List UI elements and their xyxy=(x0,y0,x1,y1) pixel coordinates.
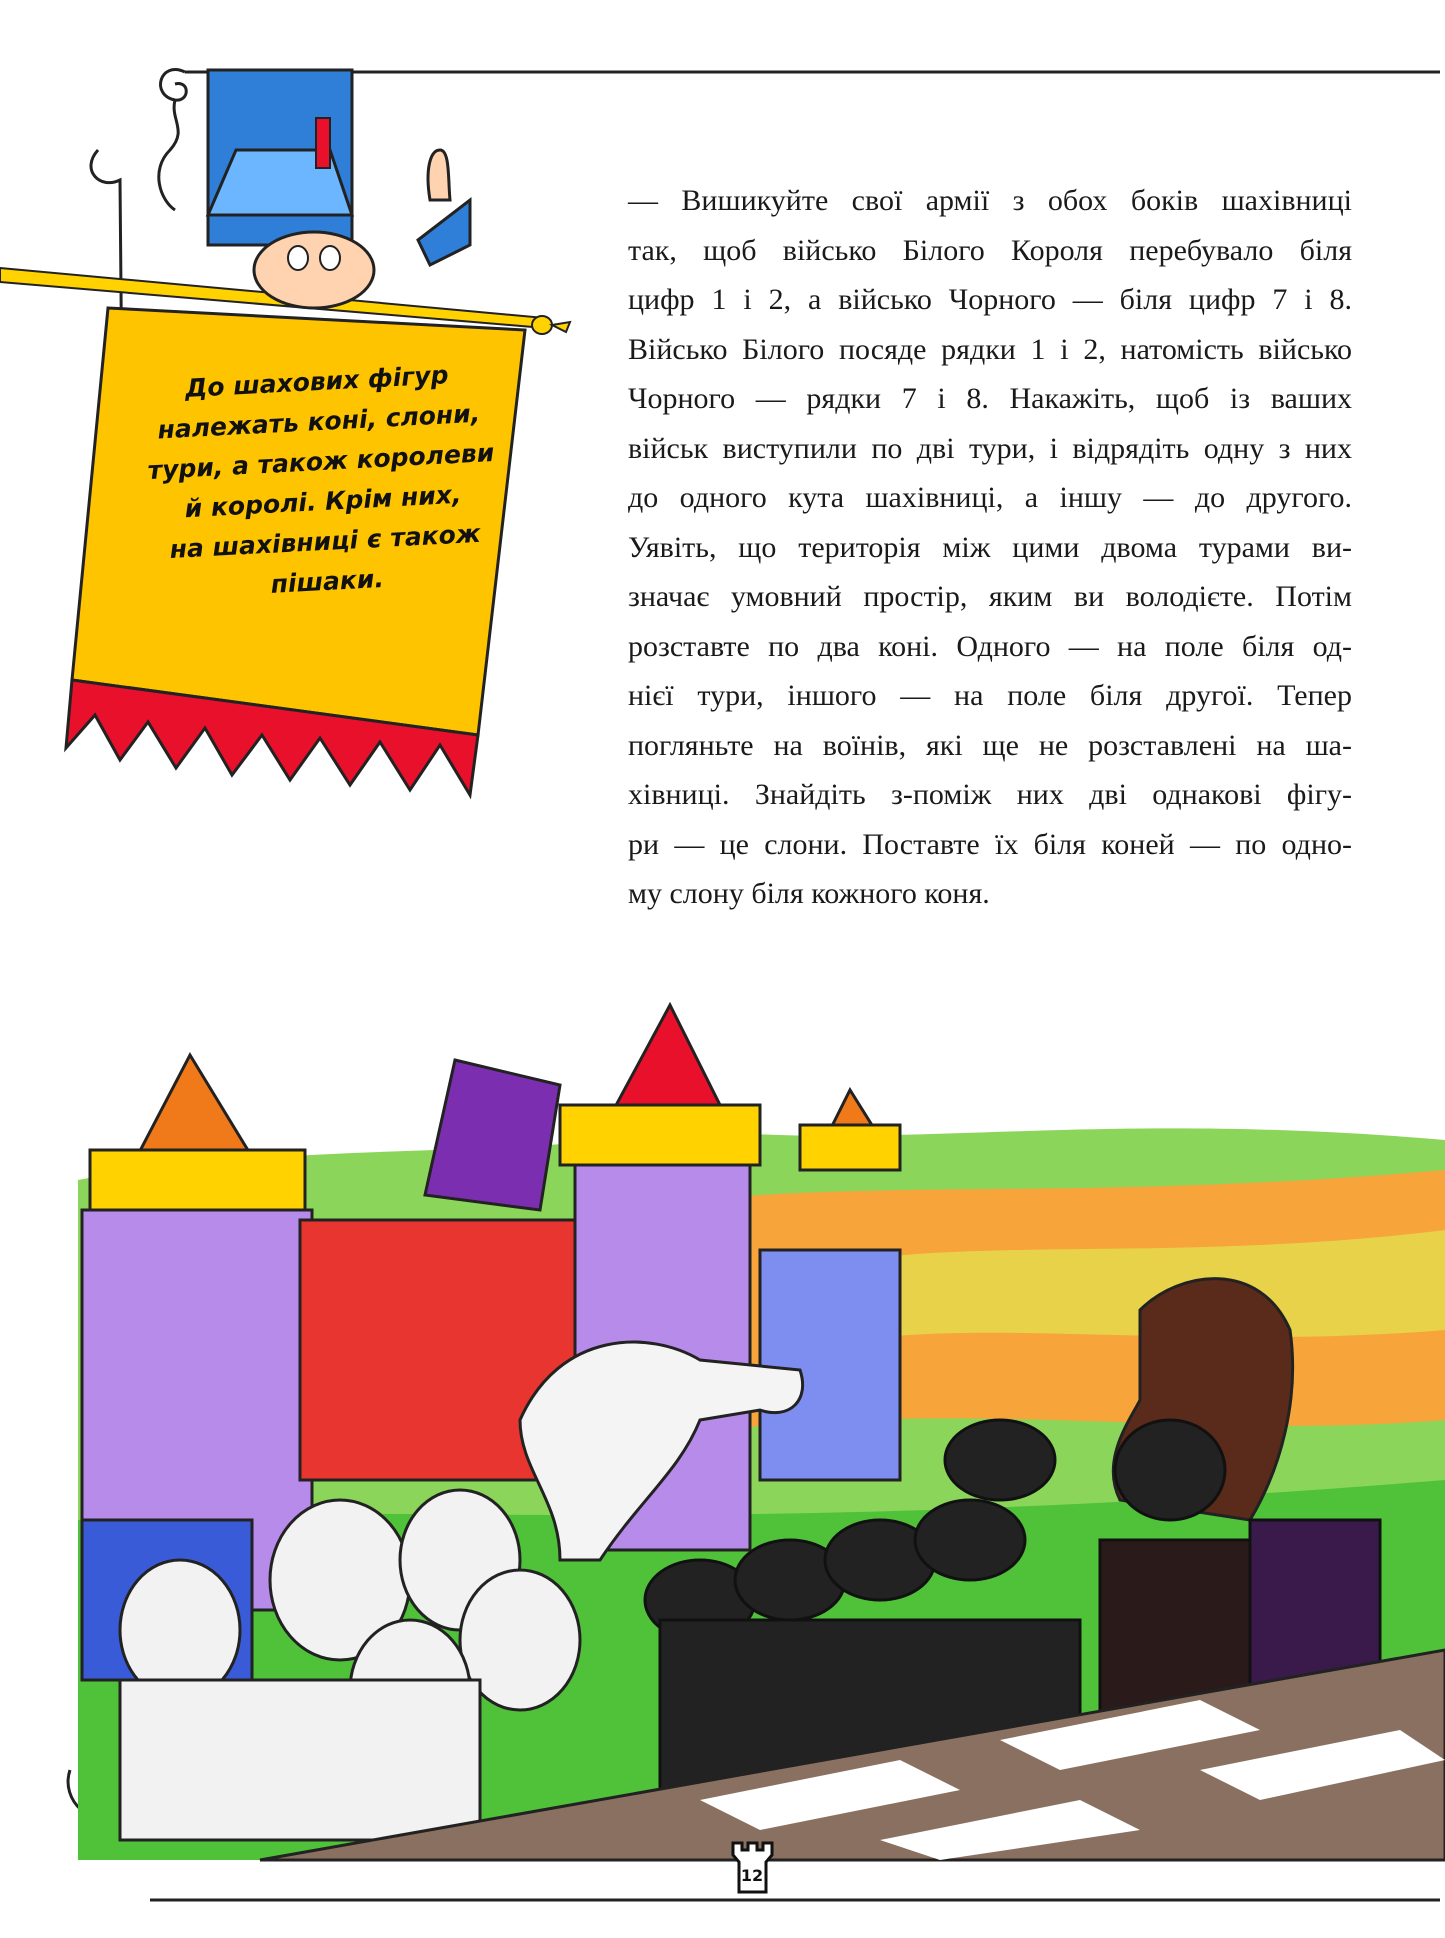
banner-text-line: пішаки. xyxy=(269,563,385,599)
banner-text-line: До шахових фігур xyxy=(184,360,450,404)
main-text-line: — Вишикуйте свої армії з обох боків шахівниці xyxy=(628,184,1352,217)
castle-illustration xyxy=(78,1005,1445,1860)
herald-character xyxy=(208,70,470,308)
main-text-line: військ виступили по дві тури, і відрядіть одну з них xyxy=(628,431,1352,465)
main-text-line: му слону біля кожного коня. xyxy=(628,877,990,910)
main-text-line: значає умовний простір, яким ви володієте. Потім xyxy=(628,580,1352,613)
main-text-line: Військо Білого посяде рядки 1 і 2, натомість військо xyxy=(628,332,1352,366)
main-text-line: так, щоб військо Білого Короля перебувало біля xyxy=(628,233,1352,267)
main-text xyxy=(628,176,1352,919)
main-text-line: погляньте на воїнів, які ще не розставлені на ша- xyxy=(628,728,1352,762)
banner-text-line: й королі. Крім них, xyxy=(183,479,463,524)
banner-text-line: тури, а також королеви xyxy=(146,437,495,486)
main-text-line: цифр 1 і 2, а військо Чорного — біля цифр 7 і 8. xyxy=(628,283,1352,316)
main-text-line: до одного кута шахівниці, а іншу — до другого. xyxy=(628,481,1352,514)
main-text-line: Уявіть, що територія між цими двома турами ви- xyxy=(628,530,1352,564)
banner-text-line: на шахівниці є також xyxy=(168,518,482,565)
main-text-line: ри — це слони. Поставте їх біля коней — по одно- xyxy=(628,827,1352,861)
main-text-line: нієї тури, іншого — на поле біля другої. Тепер xyxy=(628,679,1352,712)
page-number: 12 xyxy=(740,1866,764,1885)
main-text-line: хівниці. Знайдіть з-поміж них дві однакові фігу- xyxy=(628,778,1352,811)
main-text-line: розставте по два коні. Одного — на поле біля од- xyxy=(628,629,1352,663)
main-text-line: Чорного — рядки 7 і 8. Накажіть, щоб із ваших xyxy=(628,382,1352,415)
banner-text-line: належать коні, слони, xyxy=(156,398,481,445)
banner-text xyxy=(136,353,508,612)
